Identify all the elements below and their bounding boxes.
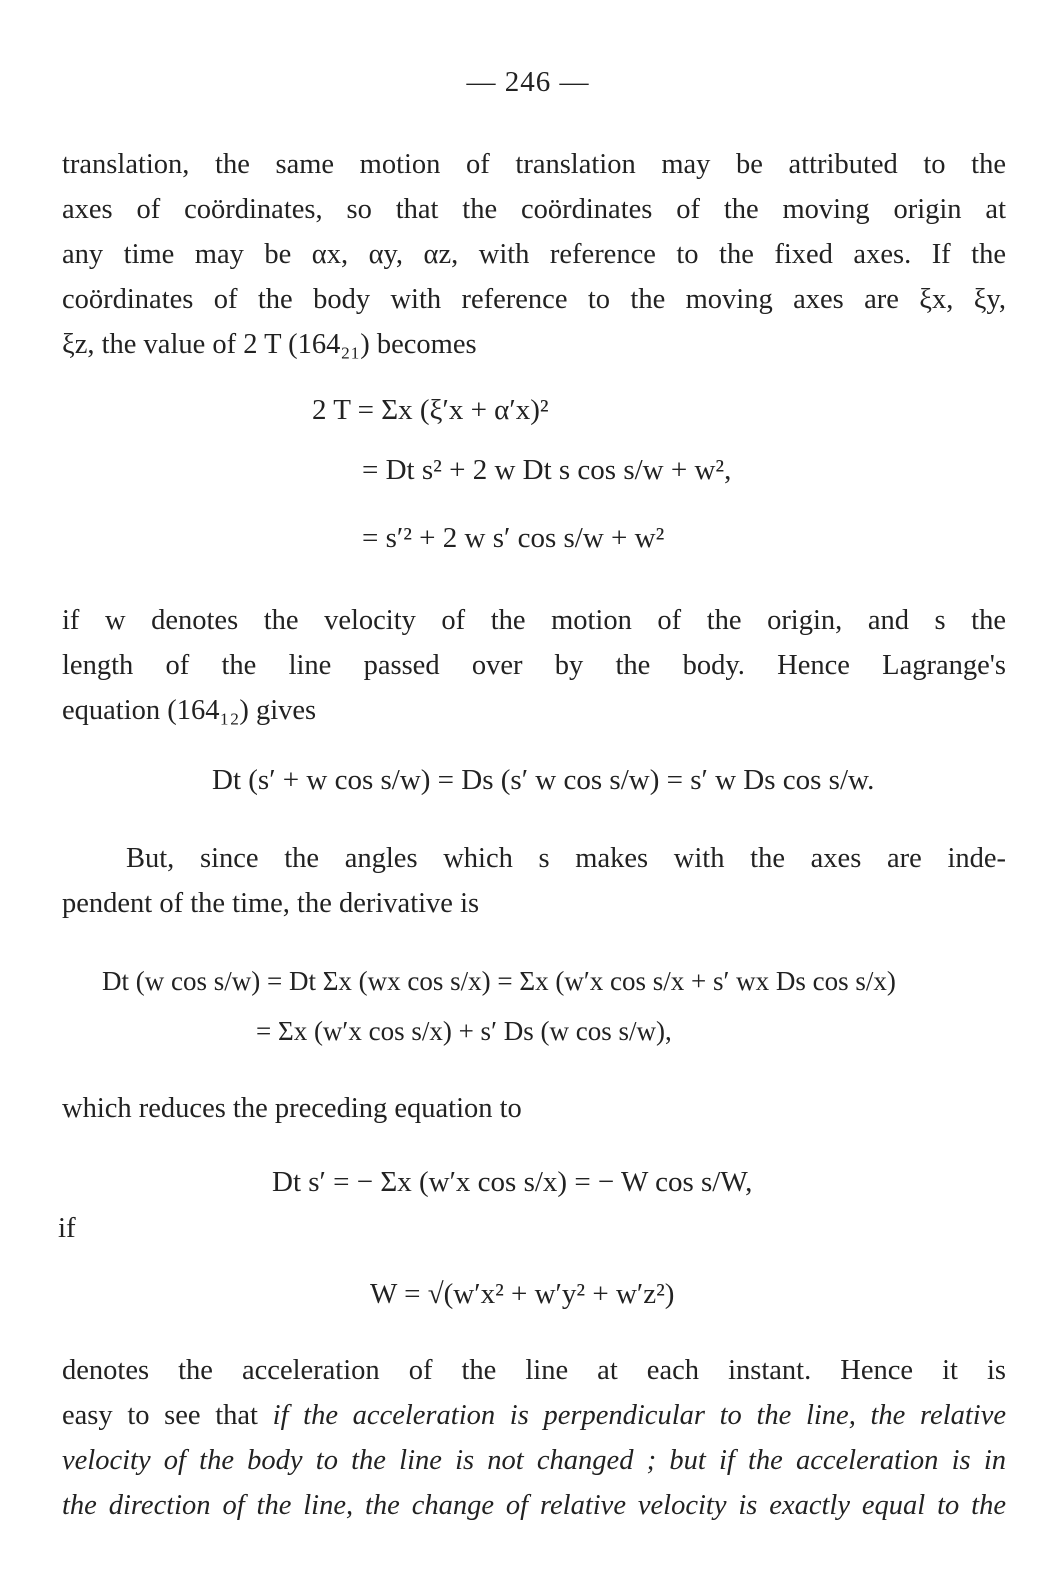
equation-2t-line1: 2 T = Σx (ξ′x + α′x)²: [312, 394, 549, 426]
text-line: equation (164₁₂) gives: [62, 695, 317, 726]
paragraph-3: [62, 836, 1006, 926]
text-line: axes of coördinates, so that the coördinates of the moving origin at: [62, 194, 1006, 225]
text-line: pendent of the time, the derivative is: [62, 888, 480, 919]
text-line-italic: the direction of the line, the change of relative velocity is exactly equal to the: [62, 1490, 1006, 1521]
text-line: coördinates of the body with reference to the moving axes are ξx, ξy,: [62, 284, 1006, 315]
text-line: any time may be αx, αy, αz, with reference to the fixed axes. If the: [62, 239, 1006, 270]
text-line: But, since the angles which s makes with the axes are inde-: [126, 843, 1006, 874]
text-italic: if the acceleration is perpendicular to the line, the relative: [272, 1400, 1006, 1431]
text-line: translation, the same motion of translation may be attributed to the: [62, 149, 1006, 180]
equation-derivative-line2: = Σx (w′x cos s/x) + s′ Ds (w cos s/w),: [256, 1016, 672, 1046]
text-line: ξz, the value of 2 T (164₂₁) becomes: [62, 329, 477, 360]
equation-derivative-line1: Dt (w cos s/w) = Dt Σx (wx cos s/x) = Σx (w′x cos s/x + s′ wx Ds cos s/x): [102, 966, 896, 996]
paragraph-1: [62, 142, 1006, 367]
text-line: which reduces the preceding equation to: [62, 1093, 522, 1124]
equation-lagrange: Dt (s′ + w cos s/w) = Ds (s′ w cos s/w) = s′ w Ds cos s/w.: [212, 764, 875, 796]
text-plain: easy to see that: [62, 1400, 273, 1431]
paragraph-4: [62, 1086, 1006, 1131]
if-word: if: [58, 1212, 76, 1244]
equation-2t-line3: = s′² + 2 w s′ cos s/w + w²: [362, 522, 665, 554]
text-line: length of the line passed over by the body. Hence Lagrange's: [62, 650, 1006, 681]
equation-acceleration: Dt s′ = − Σx (w′x cos s/x) = − W cos s/W,: [272, 1166, 753, 1198]
equation-2t-line2: = Dt s² + 2 w Dt s cos s/w + w²,: [362, 454, 732, 486]
text-line: denotes the acceleration of the line at each instant. Hence it is: [62, 1355, 1006, 1386]
page-number: — 246 —: [466, 66, 590, 98]
paragraph-5: [62, 1348, 1006, 1528]
text-line-italic: velocity of the body to the line is not changed ; but if the acceleration is in: [62, 1445, 1006, 1476]
equation-w: W = √(w′x² + w′y² + w′z²): [370, 1278, 675, 1310]
text-line: [62, 1393, 1006, 1438]
text-line: if w denotes the velocity of the motion of the origin, and s the: [62, 605, 1006, 636]
paragraph-2: [62, 598, 1006, 733]
